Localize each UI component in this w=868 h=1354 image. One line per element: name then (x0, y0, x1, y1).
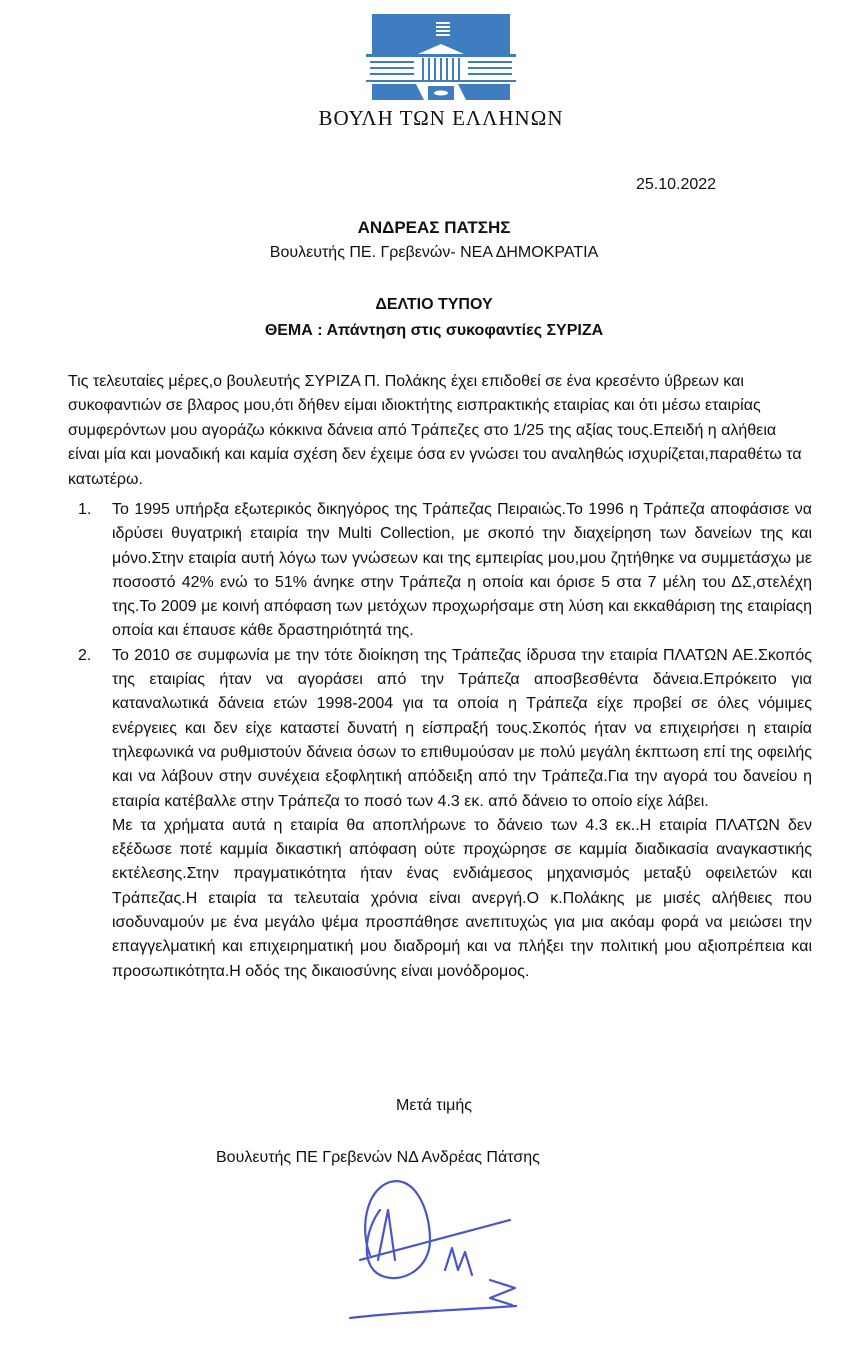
document-date: 25.10.2022 (636, 176, 717, 193)
list-item-number: 1. (78, 501, 92, 518)
signature-line: Βουλευτής ΠΕ Γρεβενών ΝΔ Ανδρέας Πάτσης (216, 1149, 540, 1166)
hellenic-parliament-logo-icon (366, 14, 516, 100)
document-subject: ΘΕΜΑ : Απάντηση στις συκοφαντίες ΣΥΡΙΖΑ (264, 322, 604, 339)
closing-salutation: Μετά τιμής (396, 1097, 472, 1114)
list-item (68, 644, 812, 984)
institution-name: ΒΟΥΛΗ ΤΩΝ ΕΛΛΗΝΩΝ (318, 106, 564, 130)
list-item (68, 498, 812, 644)
intro-paragraph: Τις τελευταίες μέρες,ο βουλευτής ΣΥΡΙΖΑ Π. Πολάκης έχει επιδοθεί σε ένα κρεσέντο ύβρεων και συκοφαντιών σε βλαρος μου,ότι δήθεν είμαι ιδιοκτήτης εισπρακτικής εταιρίας και ότι μέσω εταιρίας συμφερόντων μου αγοράζω κόκκινα δάνεια από Τράπεζες στο 1/25 της αξίας τους.Επειδή η αλήθεια είναι μία και μοναδική και καμία σχέση δεν έχειμε όσα εν γνώσει του αναληθώς ισχυρίζεται,παραθέτω τα κατωτέρω. (68, 373, 802, 488)
numbered-list (68, 498, 812, 984)
list-item-paragraph: Με τα χρήματα αυτά η εταιρία θα αποπλήρωνε το δάνειο των 4.3 εκ..Η εταιρία ΠΛΑΤΩΝ δεν εξέδωσε ποτέ καμμία δικαστική απόφαση ούτε προχώρησε σε καμμία διαδικασία αναγκαστικής εκτέλεσης.Στην πραγματικότητα ήταν ένας ενδιάμεσος μηχανισμός μεταξύ οφειλετών και Τράπεζας.Η εταιρία τα τελευταία χρόνια είναι ανεργή.Ο κ.Πολάκης με μισές αλήθειες που ισοδυναμούν με ένα μεγάλο ψέμα προσπάθησε ανεπιτυχώς για μια ακόαμ φορά να μειώσει την επαγγελματική και επιχειρηματική μου διαδρομή και να πλήξει την πολιτική μου αξιοπρέπεια και προσωπικότητα.Η οδός της δικαιοσύνης είναι μονόδρομος. (112, 816, 812, 980)
list-item-paragraph: Το 1995 υπήρξα εξωτερικός δικηγόρος της Τράπεζας Πειραιώς.Το 1996 η Τράπεζα αποφάσισε να ιδρύσει θυγατρική εταιρία την Multi Collection, με σκοπό την διαχείρηση των δανείων της και μόνο.Στην εταιρία αυτή λόγω των γνώσεων και της εμπειρίας μου,μου ζητήθηκε να συμμετάσχω με ποσοστό 42% ενώ το 51% άνηκε στην Τράπεζα η οποία και όρισε 5 στα 7 μέλη του ΔΣ,στελέχη της.Το 2009 με κοινή απόφαση των μετόχων προχωρήσαμε στη λύση και εκκαθάριση της εταιρίαςη οποία και έπαυσε κάθε δραστηριότητά της. (112, 501, 812, 640)
author-name: ΑΝΔΡΕΑΣ ΠΑΤΣΗΣ (357, 218, 511, 237)
author-title: Βουλευτής ΠΕ. Γρεβενών- ΝΕΑ ΔΗΜΟΚΡΑΤΙΑ (269, 244, 599, 261)
handwritten-signature-icon (340, 1170, 530, 1320)
list-item-number: 2. (78, 646, 92, 664)
document-type: ΔΕΛΤΙΟ ΤΥΠΟΥ (375, 296, 493, 313)
list-item-paragraph: Το 2010 σε συμφωνία με την τότε διοίκηση της Τράπεζας ίδρυσα την εταιρία ΠΛΑΤΩΝ ΑΕ.Σκοπός της εταιρίας ήταν να αγοράσει από την Τράπεζα αποσβεσθέντα δάνεια.Επρόκειτο για καταναλωτικά δάνεια ετών 1998-2004 για τα οποία η Τράπεζα είχε προβεί σε όλες νόμιμες ενέργειες και δεν είχε καταστεί δυνατή η είσπραξή τους.Σκοπός ήταν να επιχειρήσει η εταιρία τηλεφωνικά να ρυθμιστούν δάνεια όσων το επιθυμούσαν με πολύ μεγάλη έκπτωση επί της οφειλής και να λάβουν στην συνέχεια εξοφλητική απόδειξη από την Τράπεζα.Για την αγορά του δανείου η εταιρία κατέβαλλε στην Τράπεζα το ποσό των 4.3 εκ. από δάνειο το οποίο είχε λάβει. (112, 646, 812, 810)
